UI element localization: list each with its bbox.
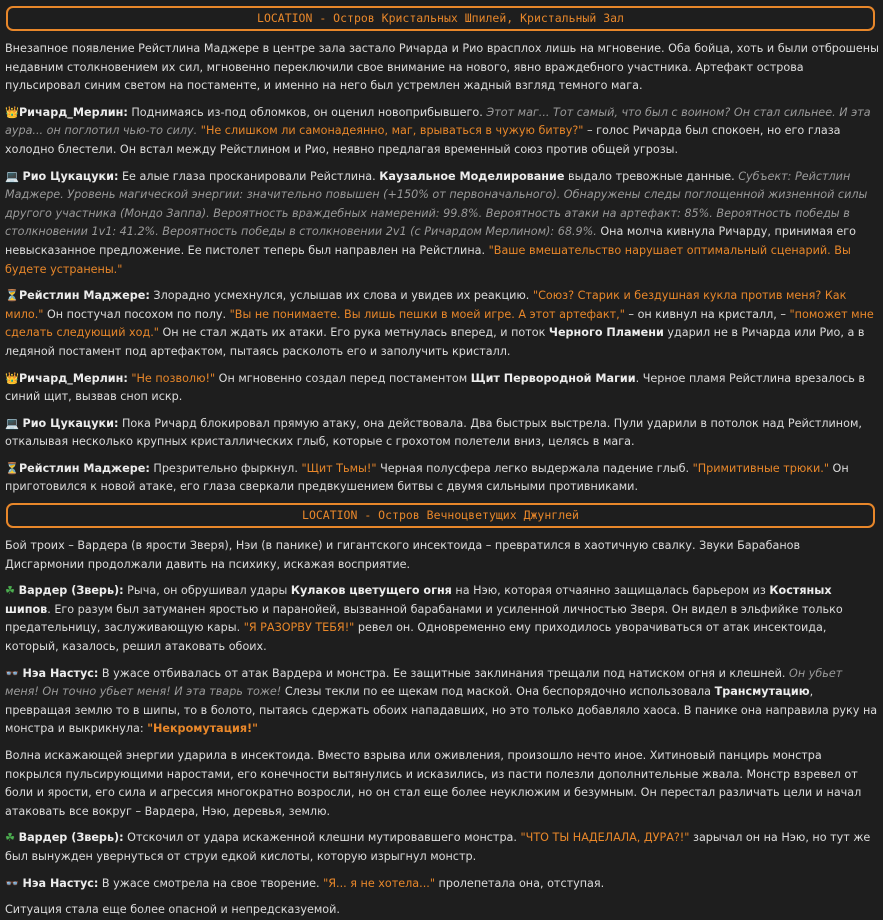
location-banner: LOCATION - Остров Вечноцветущих Джунглей	[6, 503, 875, 528]
speaker-name: Ричард_Мерлин:	[18, 105, 128, 119]
glasses-icon: 👓	[5, 666, 19, 680]
text: . Черное пламя Рейстлина врезалось в синий щит, вызвав сноп искр.	[5, 371, 865, 404]
text: ударил не в Ричарда или Рио, а в ледяной постамент под артефактом, пытаясь расколоть его и заполучить кристалл.	[5, 326, 865, 358]
laptop-icon: 💻	[5, 416, 19, 430]
speech-quote: "Примитивные трюки."	[692, 461, 829, 475]
narration-paragraph: Ситуация стала еще более опасной и непредсказуемой.	[5, 903, 340, 917]
text: Черная полусфера легко выдержала падение глыб.	[376, 461, 693, 475]
glasses-icon: 👓	[5, 876, 19, 890]
text: Пока Ричард блокировал прямую атаку, она действовала. Два быстрых выстрела. Пули ударили в потолок над Рейстлином, откалывая несколько крупных кристаллических глыб, которые с грохотом полетели вниз, целясь в мага.	[5, 416, 862, 449]
speech-quote: "Не позволю!"	[131, 371, 216, 385]
text: Он приготовился к новой атаке, его глаза сверкали предвкушением битвы с двумя сильными противниками.	[5, 461, 849, 494]
text: зарычал он на Нэю, но тут же был вынужден увернуться от струи едкой кислоты, которую изрыгнул монстр.	[5, 831, 871, 863]
text: на Нэю, которая отчаянно защищалась барьером из	[451, 584, 770, 598]
text: ревел он. Одновременно ему приходилось уворачиваться от атак инсектоида, который, казалось, решил атаковать обоих.	[5, 621, 827, 654]
speaker-name: Рейстлин Маджере:	[18, 461, 150, 475]
laptop-icon: 💻	[5, 169, 19, 183]
text: Презрительно фыркнул.	[149, 461, 302, 475]
speech-quote: "Я РАЗОРВУ ТЕБЯ!"	[243, 621, 355, 635]
text: Он постучал посохом по полу.	[43, 307, 230, 321]
skill-name: Трансмутацию	[714, 685, 810, 699]
text: Поднимаясь из-под обломков, он оценил новоприбывшего.	[127, 105, 487, 119]
text: – он кивнул на кристалл, –	[624, 307, 790, 321]
speech-quote: "Союз? Старик и бездушная кукла против меня? Как мило."	[5, 289, 847, 321]
text: Он мгновенно создал перед постаментом	[215, 371, 471, 385]
narration-paragraph: Волна искажающей энергии ударила в инсектоида. Вместо взрыва или оживления, произошло нечто иное. Хитиновый панцирь монстра покрылся пульсирующими наростами, его конечности вытянулись и исказились, из пасти полезли дополнительные жвала. Монстр взревел от боли и ярости, его сила и агрессия многократно возросли, но он стал еще более неуклюжим и безумным. Он перестал различать цели и начал атаковать все вокруг – Вардера, Нэю, деревья, землю.	[5, 749, 862, 818]
skill-name: Костяных шипов	[5, 584, 832, 616]
speaker-name: Рио Цукацуки:	[22, 416, 119, 430]
speaker-name: Рейстлин Маджере:	[18, 289, 150, 303]
text: выдало тревожные данные.	[564, 169, 739, 183]
speech-quote: "Ваше вмешательство нарушает оптимальный сценарий. Вы будете устранены."	[5, 243, 851, 276]
speech-quote: "Щит Тьмы!"	[301, 461, 377, 475]
speaker-name: Вардер (Зверь):	[18, 831, 124, 845]
speaker-name: Ричард_Мерлин:	[18, 371, 128, 385]
dialogue-entry	[5, 168, 879, 280]
dialogue-entry	[5, 665, 879, 739]
skill-name: Щит Первородной Магии	[470, 371, 636, 385]
clover-icon: ☘	[5, 831, 16, 845]
dialogue-entry	[5, 287, 879, 361]
speech-quote: "ЧТО ТЫ НАДЕЛАЛА, ДУРА?!"	[520, 831, 690, 845]
skill-name: Каузальное Моделирование	[379, 169, 565, 183]
thought-text: Он убьет меня! Он точно убьет меня! И эта тварь тоже!	[5, 666, 843, 699]
text: В ужасе отбивалась от атак Вардера и монстра. Ее защитные заклинания трещали под натиском огня и клешней.	[98, 666, 790, 680]
text: Слезы текли по ее щекам под маской. Она беспорядочно использовала	[281, 685, 715, 699]
thought-text: Этот маг... Тот самый, что был с воином? Он стал сильнее. И эта аура... он поглотил чью-то силу.	[5, 105, 871, 138]
location-banner: LOCATION - Остров Кристальных Шпилей, Кристальный Зал	[6, 6, 875, 31]
text: , превращая землю то в шипы, то в болото, пытаясь сдержать обоих нападавших, но это только добавляло хаоса. В панике она направила руку на монстра и выкрикнула:	[5, 685, 878, 736]
dialogue-entry	[5, 582, 879, 656]
text: Рыча, он обрушивал удары	[123, 584, 291, 598]
text: пролепетала она, отступая.	[434, 876, 605, 890]
speaker-name: Нэа Настус:	[22, 666, 99, 680]
dialogue-entry	[5, 104, 879, 160]
hourglass-icon: ⏳	[5, 289, 19, 303]
text: . Его разум был затуманен яростью и паранойей, вызванной барабанами и усиленной личностью Зверя. Он видел в эльфийке только предательницу, заслуживающую кары.	[5, 602, 843, 635]
speech-quote: "Не слишком ли самонадеянно, маг, врываться в чужую битву?"	[200, 124, 584, 138]
dialogue-entry	[5, 875, 879, 894]
speaker-name: Рио Цукацуки:	[22, 169, 119, 183]
speaker-name: Нэа Настус:	[22, 876, 99, 890]
speech-quote: "Я... я не хотела..."	[323, 876, 435, 890]
thought-text: Субъект: Рейстлин Маджере. Уровень магической энергии: значительно повышен (+150% от первоначального). Обнаружены следы поглощенной жизненной силы другого участника (Мондо Заппа). Вероятность враждебных намерений: 99.8%. Вероятность атаки на артефакт: 85%. Вероятность победы в столкновении 1v1: 41.2%. Вероятность победы в столкновении 2v1 (с Ричардом Мерлином): 68.9%.	[5, 169, 868, 239]
hourglass-icon: ⏳	[5, 461, 19, 475]
narration-paragraph: Внезапное появление Рейстлина Маджере в центре зала застало Ричарда и Рио врасплох лишь на мгновение. Оба бойца, хоть и были отброшены недавним столкновением их сил, мгновенно переключили свое внимание на нового, явно враждебного участника. Артефакт острова пульсировал синим светом на постаменте, и именно на него был устремлен жадный взгляд темного мага.	[5, 42, 879, 93]
speech-quote: "Вы не понимаете. Вы лишь пешки в моей игре. А этот артефакт,"	[229, 307, 625, 321]
dialogue-entry	[5, 370, 879, 407]
speaker-name: Вардер (Зверь):	[18, 584, 124, 598]
skill-name: Черного Пламени	[548, 326, 664, 340]
narration-paragraph: Бой троих – Вардера (в ярости Зверя), Нэи (в панике) и гигантского инсектоида – превратился в хаотичную свалку. Звуки Барабанов Дисгармонии продолжали давить на психику, искажая восприятие.	[5, 539, 801, 571]
dialogue-entry	[5, 829, 879, 866]
text: Она молча кивнула Ричарду, принимая его невысказанное предложение. Ее пистолет теперь был направлен на Рейстлина.	[5, 225, 856, 257]
speech-quote: "Некромутация!"	[147, 722, 258, 736]
skill-name: Кулаков цветущего огня	[290, 584, 452, 598]
clover-icon: ☘	[5, 584, 16, 598]
text: – голос Ричарда был спокоен, но его глаза холодно блестели. Он встал между Рейстлином и Рио, неявно предлагая временный союз против общей угрозы.	[5, 124, 841, 156]
speech-quote: "поможет мне сделать следующий ход."	[5, 307, 874, 340]
crown-icon: 👑	[5, 371, 19, 385]
crown-icon: 👑	[5, 105, 19, 119]
text: Ее алые глаза просканировали Рейстлина.	[118, 169, 380, 183]
dialogue-entry	[5, 415, 879, 452]
text: Отскочил от удара искаженной клешни мутировавшего монстра.	[123, 831, 521, 845]
text: Он не стал ждать их атаки. Его рука метнулась вперед, и поток	[158, 326, 549, 340]
dialogue-entry	[5, 460, 879, 497]
text: Злорадно усмехнулся, услышав их слова и увидев их реакцию.	[149, 289, 533, 303]
text: В ужасе смотрела на свое творение.	[98, 876, 324, 890]
